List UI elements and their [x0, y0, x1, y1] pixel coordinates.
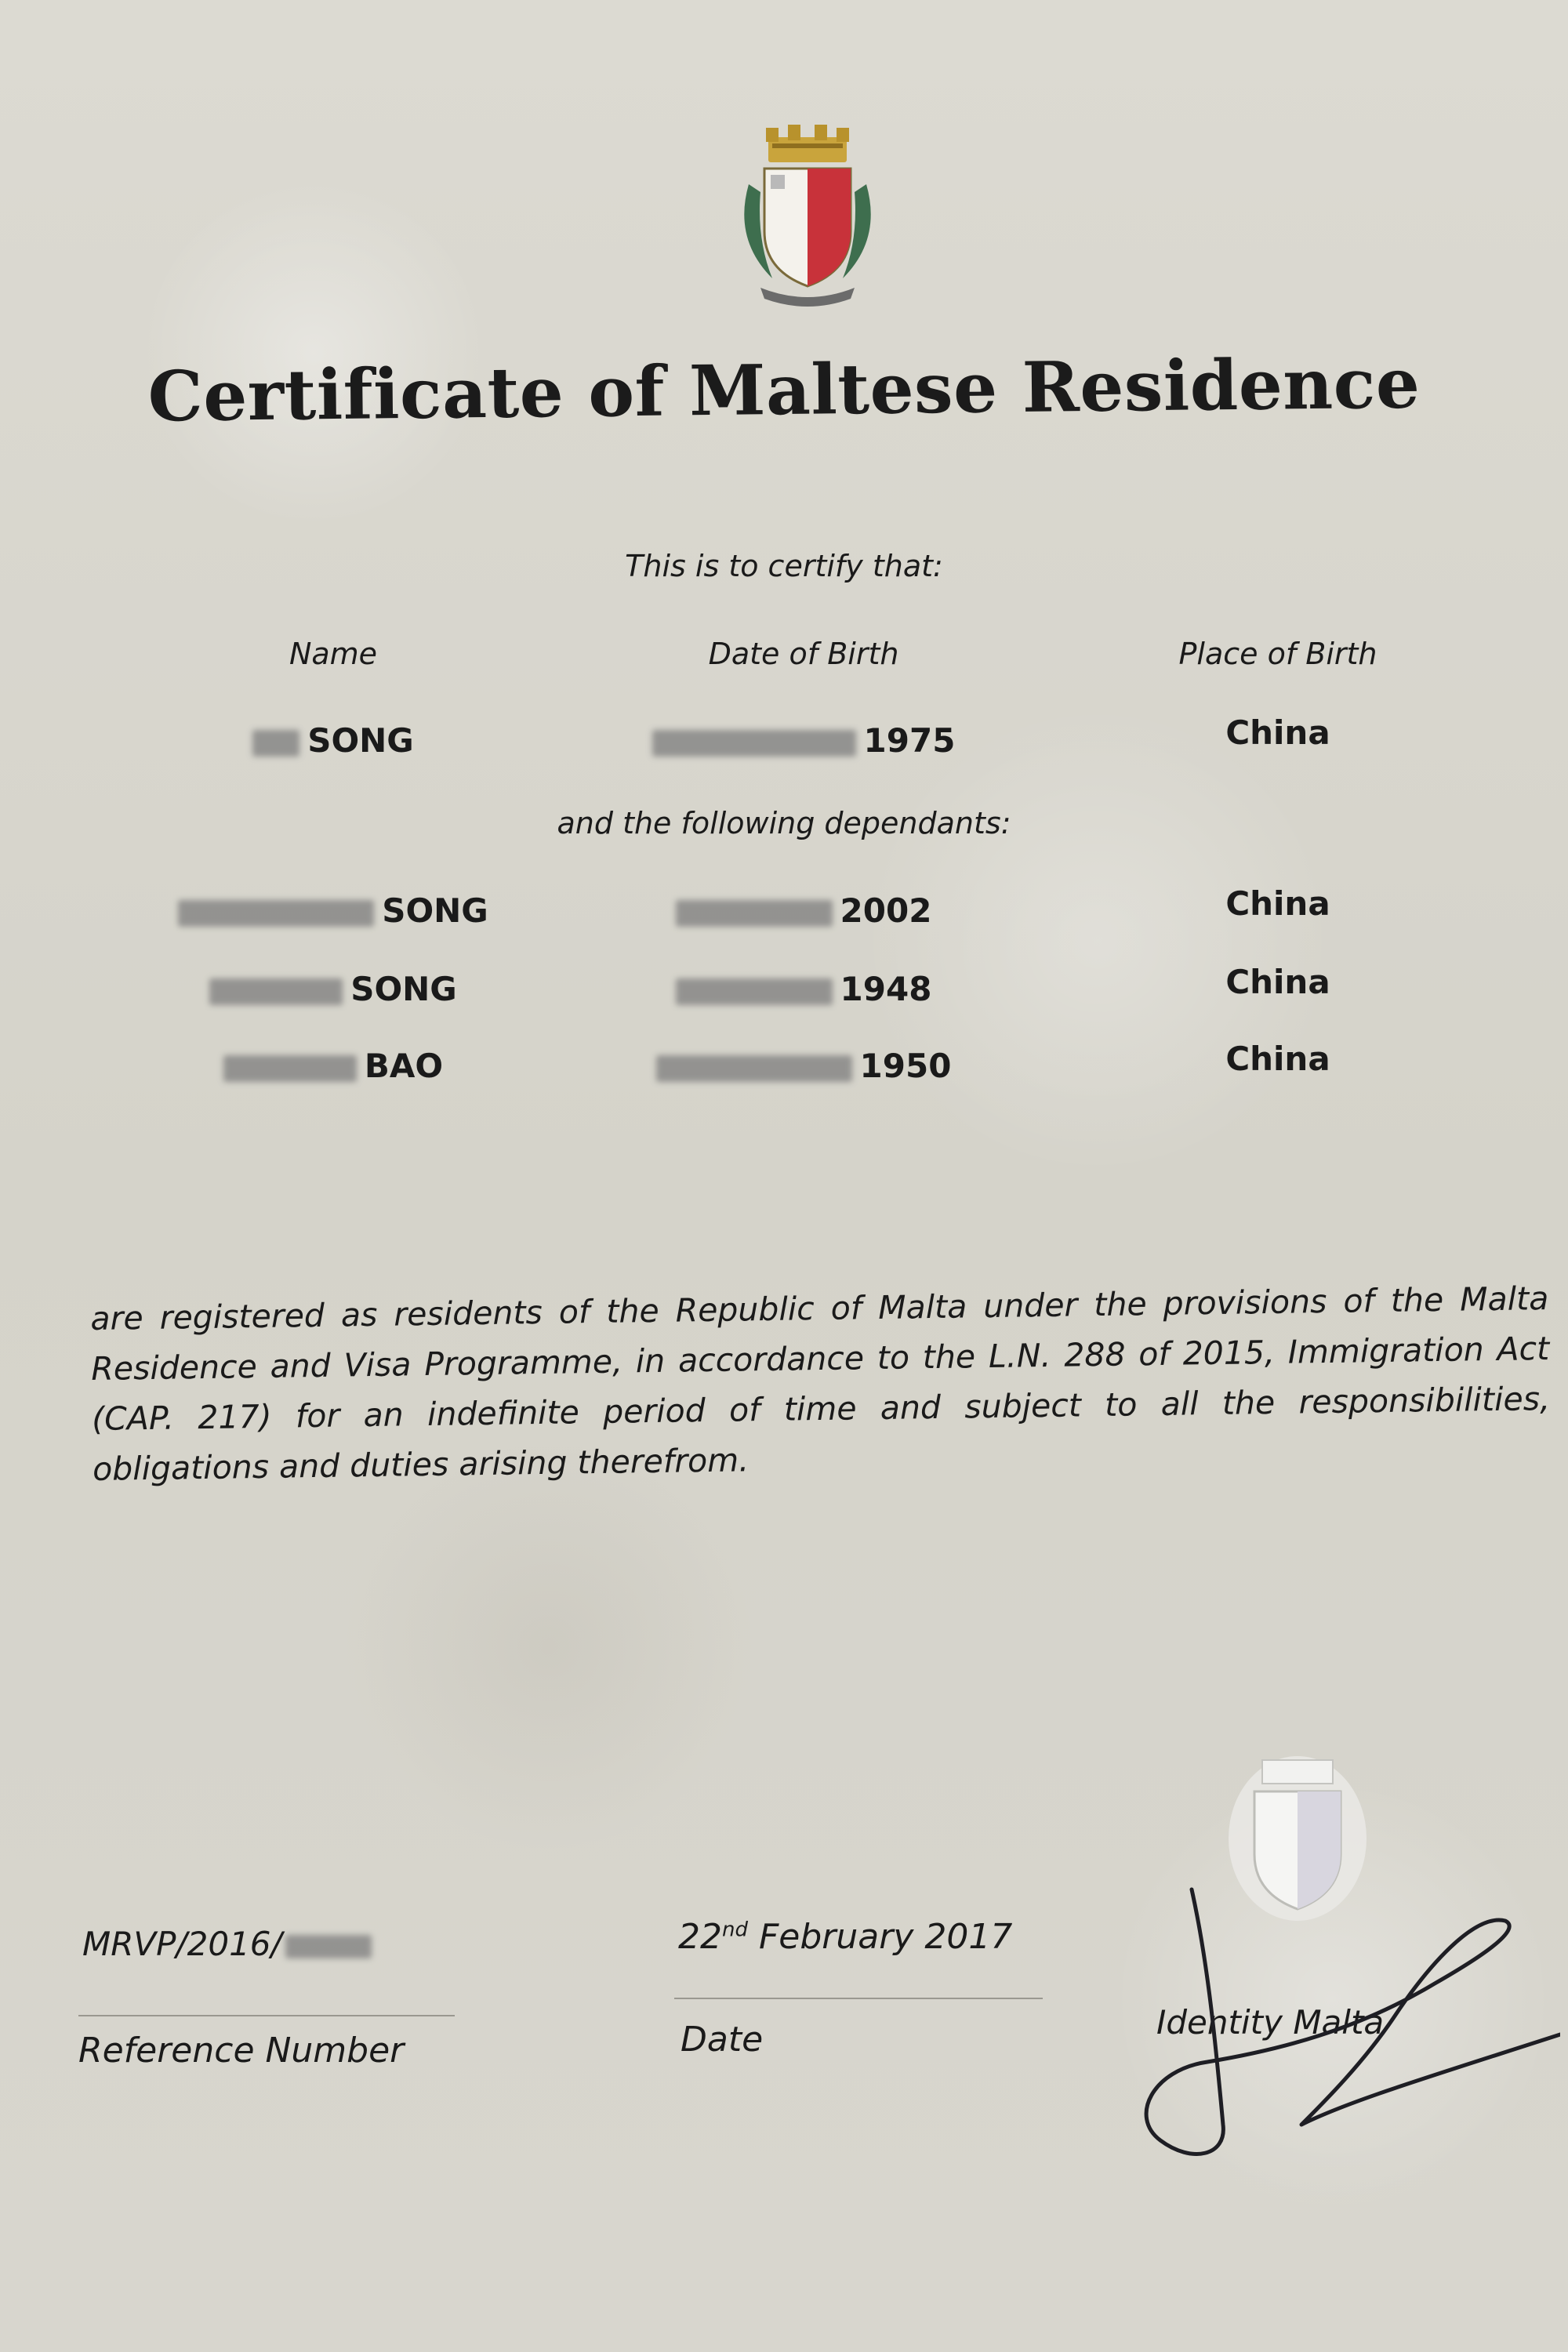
handwritten-signature-icon: [1098, 1866, 1560, 2180]
holder-pob: China: [1225, 713, 1330, 752]
dependant-dob: 1950: [549, 1047, 1058, 1085]
holder-name: SONG: [157, 721, 510, 760]
issue-date-value: 22nd February 2017: [678, 1917, 1013, 1957]
dependant-pob: China: [1225, 963, 1330, 1001]
certify-intro: This is to certify that:: [625, 549, 943, 583]
malta-coat-of-arms-icon: [725, 122, 890, 310]
redacted-block: [178, 900, 374, 927]
reference-underline: [78, 2015, 455, 2016]
holder-dob: 1975: [549, 721, 1058, 760]
date-label: Date: [681, 2020, 764, 2060]
redacted-block: [285, 1935, 372, 1958]
dependant-name: BAO: [157, 1047, 510, 1085]
redacted-block: [223, 1055, 357, 1082]
certificate-title: Certificate of Maltese Residence: [147, 342, 1421, 437]
dependants-intro: and the following dependants:: [557, 806, 1011, 840]
header-date-of-birth: Date of Birth: [708, 637, 899, 671]
redacted-block: [209, 978, 343, 1005]
dependant-pob: China: [1225, 884, 1330, 923]
redacted-block: [252, 730, 299, 757]
dependant-dob: 1948: [549, 970, 1058, 1008]
date-underline: [674, 1998, 1043, 1999]
redacted-block: [656, 1055, 852, 1082]
header-name: Name: [289, 637, 378, 671]
redacted-block: [676, 978, 833, 1005]
header-place-of-birth: Place of Birth: [1178, 637, 1377, 671]
redacted-block: [676, 900, 833, 927]
registration-statement: are registered as residents of the Republic of Malta under the provisions of the Malta Residence and Visa Programme, in accordance to the L.N. 288 of 2015, Immigration Act (CAP. 217) for an indefinite period of time and subject to all the responsibilities, obligations and duties arising therefrom.: [90, 1279, 1551, 1488]
dependant-name: SONG: [157, 970, 510, 1008]
authority-label: Identity Malta: [1156, 2003, 1385, 2042]
dependant-name: SONG: [157, 891, 510, 930]
dependant-pob: China: [1225, 1040, 1330, 1078]
reference-number-label: Reference Number: [78, 2031, 405, 2071]
redacted-block: [652, 730, 856, 757]
reference-number-value: MRVP/2016/: [82, 1925, 379, 1963]
dependant-dob: 2002: [549, 891, 1058, 930]
